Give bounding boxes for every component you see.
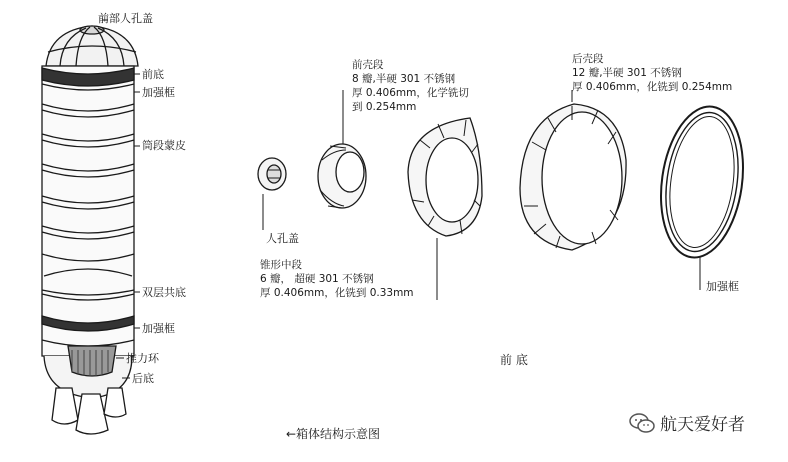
label-tank-caption: ←箱体结构示意图: [286, 427, 381, 441]
manhole-cover-drawing: [258, 158, 286, 230]
front-shell-line3: 厚 0.406mm，化学铣切: [352, 87, 469, 99]
label-front-bottom: 前底: [142, 68, 164, 81]
rear-shell-drawing: [520, 90, 626, 250]
tank-body: [42, 66, 134, 356]
rear-shell-line3: 厚 0.406mm，化铣到 0.254mm: [572, 81, 733, 93]
label-cylinder-skin: 筒段蒙皮: [142, 139, 186, 152]
label-manhole-cover: 人孔盖: [266, 232, 299, 245]
manhole-top: [80, 26, 104, 34]
label-reinforce-frame-3: 加强框: [706, 280, 739, 293]
cone-mid-line3: 厚 0.406mm，化铣到 0.33mm: [260, 287, 414, 299]
label-double-bulkhead: 双层共底: [142, 286, 186, 299]
cone-mid-drawing: [408, 118, 482, 300]
rear-shell-line1: 后壳段: [572, 53, 604, 65]
label-front-manhole-cover: 前部人孔盖: [98, 12, 153, 25]
label-reinforce-frame-2: 加强框: [142, 322, 175, 335]
reinforce-ring-drawing: [652, 101, 752, 290]
label-cone-mid: [260, 258, 414, 300]
label-rear-bottom: 后底: [132, 372, 154, 385]
cone-mid-line1: 锥形中段: [260, 259, 302, 271]
label-reinforce-frame-1: 加强框: [142, 86, 175, 99]
front-shell-line4: 到 0.254mm: [352, 101, 417, 113]
watermark-text: 航天爱好者: [660, 415, 745, 435]
watermark: [628, 410, 745, 435]
label-front-shell: [352, 58, 469, 114]
tank-illustration: [42, 20, 140, 434]
label-rear-shell: [572, 52, 732, 94]
wechat-icon: [628, 412, 656, 434]
label-front-bottom-caption: 前 底: [500, 353, 528, 367]
label-thrust-ring: 推力环: [126, 352, 159, 365]
engine-right: [104, 388, 126, 417]
engine-center: [76, 394, 108, 434]
rear-shell-line2: 12 瓣,半硬 301 不锈钢: [572, 67, 682, 79]
front-shell-line1: 前壳段: [352, 59, 384, 71]
front-shell-line2: 8 瓣,半硬 301 不锈钢: [352, 73, 456, 85]
cone-mid-line2: 6 瓣， 超硬 301 不锈钢: [260, 273, 374, 285]
